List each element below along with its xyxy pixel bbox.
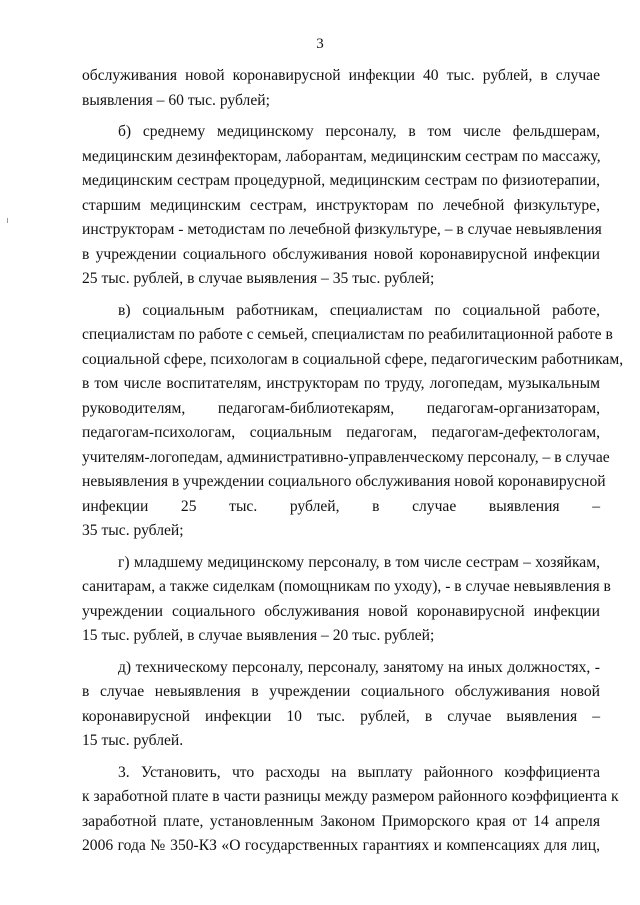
text-line: выявления – 60 тыс. рублей; <box>82 91 270 109</box>
text-line: 3. Установить, что расходы на выплату районного коэффициента <box>118 763 600 781</box>
text-line: специалистам по работе с семьей, специалистам по реабилитационной работе в <box>82 326 613 343</box>
text-line: медицинским дезинфекторам, лаборантам, медицинским сестрам по массажу, <box>82 147 601 165</box>
text-line: инструкторам - методистам по лечебной физкультуре, – в случае невыявления <box>82 221 602 238</box>
text-line: руководителям, педагогам-библиотекарям, педагогам-организаторам, <box>82 399 600 417</box>
paragraph-continuation <box>82 64 600 113</box>
text-line: 15 тыс. рублей. <box>82 732 184 749</box>
text-line: социальной сфере, психологам в социальной сфере, педагогическим работникам, <box>82 350 624 368</box>
text-line: в) социальным работникам, специалистам по социальной работе, <box>118 301 600 319</box>
text-line: д) техническому персоналу, персоналу, занятому на иных должностях, - <box>118 658 600 676</box>
text-line: б) среднему медицинскому персоналу, в том числе фельдшерам, <box>118 123 600 140</box>
text-line: учителям-логопедам, административно-управленческому персоналу, – в случае <box>82 448 610 466</box>
paragraph-g <box>82 551 611 649</box>
paragraph-d <box>82 656 600 754</box>
document-body <box>82 64 624 859</box>
text-line: педагогам-психологам, социальным педагогам, педагогам-дефектологам, <box>82 424 600 441</box>
text-line: заработной плате, установленным Законом Приморского края от 14 апреля <box>82 812 600 830</box>
page-number: 3 <box>316 36 324 52</box>
text-line: санитарам, а также сиделкам (помощникам по уходу), - в случае невыявления в <box>82 578 611 595</box>
text-line: учреждении социального обслуживания новой коронавирусной инфекции <box>82 602 600 620</box>
text-line: г) младшему медицинскому персоналу, в том числе сестрам – хозяйкам, <box>118 553 600 571</box>
paragraph-v <box>82 299 624 544</box>
text-line: медицинским сестрам процедурной, медицинским сестрам по физиотерапии, <box>82 172 600 189</box>
text-line: инфекции 25 тыс. рублей, в случае выявления – <box>82 497 600 515</box>
text-line: 15 тыс. рублей, в случае выявления – 20 тыс. рублей; <box>82 627 435 644</box>
margin-mark <box>7 218 8 223</box>
paragraph-b <box>82 120 600 292</box>
text-line: 35 тыс. рублей; <box>82 522 184 539</box>
text-line: старшим медицинским сестрам, инструкторам по лечебной физкультуре, <box>82 196 600 214</box>
text-line: в том числе воспитателям, инструкторам по труду, логопедам, музыкальным <box>82 375 600 392</box>
text-line: к заработной плате в части разницы между размером районного коэффициента к <box>82 788 619 805</box>
text-line: в случае невыявления в учреждении социального обслуживания новой <box>82 683 600 700</box>
text-line: 2006 года № 350-КЗ «О государственных гарантиях и компенсациях для лиц, <box>82 837 600 854</box>
paragraph-item-3 <box>82 761 619 859</box>
text-line: 25 тыс. рублей, в случае выявления – 35 тыс. рублей; <box>82 270 435 287</box>
text-line: обслуживания новой коронавирусной инфекции 40 тыс. рублей, в случае <box>82 67 600 84</box>
text-line: невыявления в учреждении социального обслуживания новой коронавирусной <box>82 473 606 490</box>
text-line: коронавирусной инфекции 10 тыс. рублей, в случае выявления – <box>82 707 600 725</box>
text-line: в учреждении социального обслуживания новой коронавирусной инфекции <box>82 245 600 263</box>
